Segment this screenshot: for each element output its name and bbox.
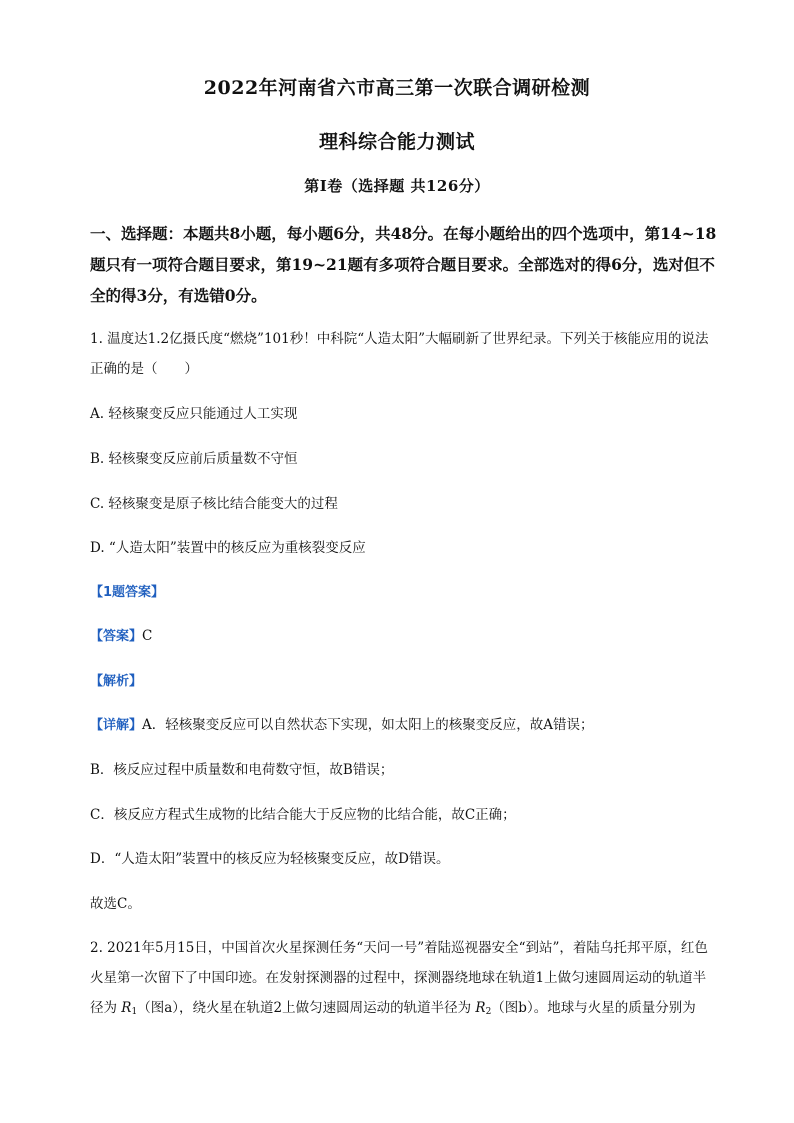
q1-detail-a bbox=[90, 715, 730, 736]
q1-detail-b: B．核反应过程中质量数和电荷数守恒，故B错误； bbox=[90, 762, 394, 778]
section-line-1: 一、选择题：本题共8小题，每小题6分，共48分。在每小题给出的四个选项中，第14~18 bbox=[90, 224, 717, 243]
q2-line3-part-c: （图b）。地球与火星的质量分别为 bbox=[491, 1000, 696, 1016]
q1-answer-block-label bbox=[90, 582, 730, 603]
radius-symbol-r2: R bbox=[475, 1000, 486, 1016]
q1-analysis-label bbox=[90, 671, 730, 692]
detail-a-text: A．轻核聚变反应可以自然状态下实现，如太阳上的核聚变反应，故A错误； bbox=[142, 717, 594, 733]
q1-stem-line-1: 1. 温度达1.2亿摄氏度“燃烧”101秒！中科院“人造太阳”大幅刷新了世界纪录。下列关于核能应用的说法 bbox=[90, 331, 709, 347]
q1-detail-d: D．“人造太阳”装置中的核反应为轻核聚变反应，故D错误。 bbox=[90, 851, 450, 867]
analysis-label-text: 【解析】 bbox=[90, 674, 143, 689]
q1-option-b: B. 轻核聚变反应前后质量数不守恒 bbox=[90, 451, 298, 467]
radius-symbol-r1: R bbox=[121, 1000, 132, 1016]
q1-option-c: C. 轻核聚变是原子核比结合能变大的过程 bbox=[90, 496, 338, 512]
q1-answer bbox=[90, 626, 730, 647]
q2-stem-line-3 bbox=[90, 998, 730, 1022]
q1-detail-c: C．核反应方程式生成物的比结合能大于反应物的比结合能，故C正确； bbox=[90, 807, 516, 823]
q1-stem-line-2: 正确的是（ ） bbox=[90, 361, 198, 377]
q1-option-d: D. “人造太阳”装置中的核反应为重核裂变反应 bbox=[90, 540, 366, 556]
section-line-3: 全的得3分，有选错0分。 bbox=[90, 286, 267, 305]
section-instructions bbox=[90, 218, 720, 311]
exam-title: 2022年河南省六市高三第一次联合调研检测 bbox=[203, 77, 591, 99]
q2-line3-part-a: 径为 bbox=[90, 1000, 122, 1016]
answer-value: C bbox=[142, 628, 153, 644]
radius-subscript-2: 2 bbox=[485, 1007, 492, 1017]
answer-block-label-text: 【1题答案】 bbox=[90, 585, 165, 600]
q2-line3-part-b: （图a），绕火星在轨道2上做匀速圆周运动的轨道半径为 bbox=[137, 1000, 476, 1016]
detail-label: 【详解】 bbox=[90, 718, 143, 733]
radius-subscript-1: 1 bbox=[131, 1007, 138, 1017]
section-line-2: 题只有一项符合题目要求，第19~21题有多项符合题目要求。全部选对的得6分，选对但不 bbox=[90, 255, 715, 274]
q1-conclusion: 故选C。 bbox=[90, 896, 141, 912]
q1-option-a: A. 轻核聚变反应只能通过人工实现 bbox=[90, 406, 298, 422]
answer-label: 【答案】 bbox=[90, 629, 143, 644]
exam-subtitle: 理科综合能力测试 bbox=[318, 131, 475, 153]
q2-stem-line-1: 2. 2021年5月15日，中国首次火星探测任务“天问一号”着陆巡视器安全“到站”，着陆乌托邦平原，红色 bbox=[90, 940, 708, 956]
volume-heading: 第Ⅰ卷（选择题 共126分） bbox=[304, 177, 490, 195]
q2-stem-line-2: 火星第一次留下了中国印迹。在发射探测器的过程中，探测器绕地球在轨道1上做匀速圆周运动的轨道半 bbox=[90, 970, 707, 986]
